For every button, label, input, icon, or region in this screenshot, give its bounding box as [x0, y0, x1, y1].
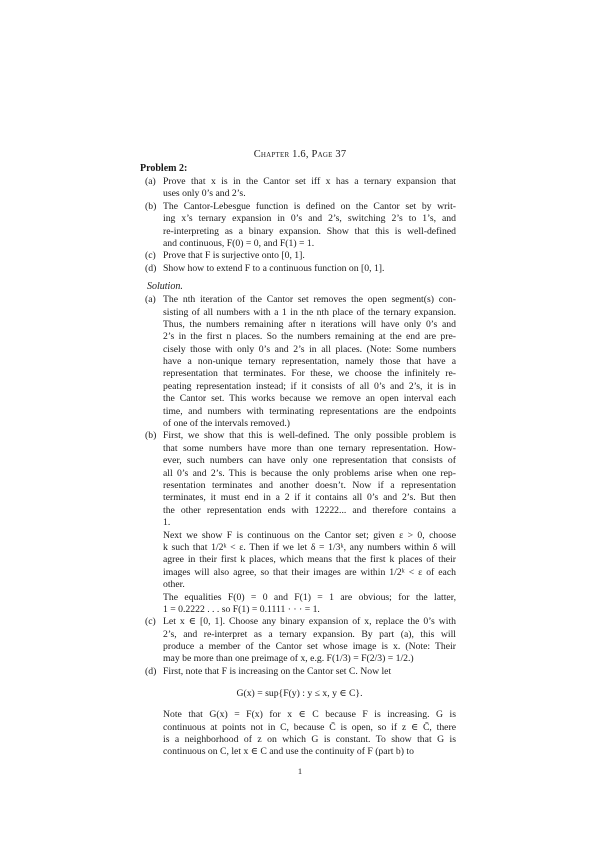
text-line: of one of the intervals removed.): [163, 418, 290, 430]
text-line: The equalities F(0) = 0 and F(1) = 1 are obvious; for the latter,: [163, 591, 456, 603]
text-line: and continuous, F(0) = 0, and F(1) = 1.: [163, 237, 315, 249]
text-line: peating representation instead; if it consists of all 0’s and 2’s, it is in: [163, 380, 456, 392]
text-line: that some numbers have more than one ternary representation. How-: [163, 442, 456, 454]
text-line: other.: [163, 579, 185, 591]
problem-part: [140, 176, 456, 201]
problem-part: [140, 263, 456, 275]
solution-part: [140, 430, 456, 616]
text-line: is a neighborhood of z on which G is constant. To show that G is: [163, 734, 456, 746]
part-label: (b): [145, 430, 157, 442]
solution-part: [140, 616, 456, 666]
text-line: the other representation ends with 12222... and therefore contains a: [163, 504, 456, 516]
problem-heading: Problem 2:: [140, 163, 188, 174]
solution-parts-list: [140, 294, 456, 759]
text-line: Prove that F is surjective onto [0, 1].: [163, 250, 305, 262]
text-line: all 0’s and 2’s. This is because the only problems arise when one rep-: [163, 467, 456, 479]
text-line: Show how to extend F to a continuous function on [0, 1].: [163, 262, 385, 274]
text-line: continuous at points not in C, because C̄ is open, so if z ∈ C̄, there: [163, 721, 456, 733]
text-line: Next we show F is continuous on the Cantor set; given ε > 0, choose: [163, 529, 456, 541]
text-line: The nth iteration of the Cantor set removes the open segment(s) con-: [163, 294, 456, 306]
text-line: terminates, it must end in a 2 if it contains all 0’s and 2’s. But then: [163, 492, 456, 504]
text-line: resentation terminates and another doesn’t. Now if a representation: [163, 479, 456, 491]
chapter-page-title: Chapter 1.6, Page 37: [253, 149, 347, 160]
problem-parts-list: [140, 176, 456, 275]
text-line: re-interpreting as a binary expansion. Show that this is well-defined: [163, 225, 456, 237]
text-line: The Cantor-Lebesgue function is defined on the Cantor set by writ-: [163, 200, 456, 212]
solution-heading: Solution.: [147, 281, 183, 293]
text-line: produce a member of the Cantor set whose image is x. (Note: Their: [163, 641, 456, 653]
text-line: 2’s in the first n places. So the numbers remaining at the end are pre-: [163, 331, 456, 343]
page-number: 1: [297, 765, 303, 776]
text-line: uses only 0’s and 2’s.: [163, 188, 246, 200]
text-line: representation that terminates. For these, we choose the infinitely re-: [163, 368, 456, 380]
text-line: cisely those with only 0’s and 2’s in all places. (Note: Some numbers: [163, 343, 456, 355]
text-line: may be more than one preimage of x, e.g. F(1/3) = F(2/3) = 1/2.): [163, 653, 414, 665]
part-label: (b): [145, 200, 157, 212]
text-line: First, we show that this is well-defined. The only possible problem is: [163, 430, 456, 442]
text-line: First, note that F is increasing on the Cantor set C. Now let: [163, 665, 392, 677]
text-line: Let x ∈ [0, 1]. Choose any binary expansion of x, replace the 0’s with: [163, 616, 456, 628]
text-line: 2’s, and re-interpret as a ternary expansion. By part (a), this will: [163, 628, 456, 640]
display-equation: G(x) = sup{F(y) : y ≤ x, y ∈ C}.: [236, 688, 363, 700]
text-line: 1 = 0.2222 . . . so F(1) = 0.1111 · · · = 1.: [163, 603, 320, 615]
text-line: have a non-unique ternary representation, namely those that have a: [163, 356, 456, 368]
text-line: k such that 1/2ᵏ < ε. Then if we let δ = 1/3ᵏ, any numbers within δ will: [163, 541, 456, 553]
text-line: continuous on C, let x ∈ C and use the continuity of F (part b) to: [163, 746, 414, 758]
text-line: 1.: [163, 517, 171, 529]
text-line: time, and numbers with terminating representations are the endpoints: [163, 405, 456, 417]
solution-part: [140, 294, 456, 430]
part-label: (c): [145, 616, 156, 628]
text-line: Prove that x is in the Cantor set iff x has a ternary expansion that: [163, 176, 456, 187]
problem-part: [140, 201, 456, 251]
solution-part: [140, 666, 456, 759]
text-line: ing x’s ternary expansion in 0’s and 2’s, switching 2’s to 1’s, and: [163, 213, 456, 225]
text-line: ever, such numbers can have only one representation that consists of: [163, 455, 456, 467]
text-line: Thus, the numbers remaining after n iterations will have only 0’s and: [163, 318, 456, 330]
text-line: sisting of all numbers with a 1 in the nth place of the ternary expansion.: [163, 306, 456, 318]
part-label: (d): [145, 262, 157, 274]
part-label: (c): [145, 250, 156, 262]
part-label: (a): [145, 176, 156, 187]
part-label: (d): [145, 665, 157, 677]
page-content: [0, 148, 600, 777]
text-line: Note that G(x) = F(x) for x ∈ C because F is increasing. G is: [163, 709, 456, 721]
text-line: agree in their first k places, which means that the first k places of their: [163, 554, 456, 566]
text-line: images will also agree, so that their images are within 1/2ᵏ < ε of each: [163, 566, 456, 578]
text-line: the Cantor set. This works because we remove an open interval each: [163, 393, 456, 405]
problem-part: [140, 250, 456, 262]
part-label: (a): [145, 294, 156, 306]
